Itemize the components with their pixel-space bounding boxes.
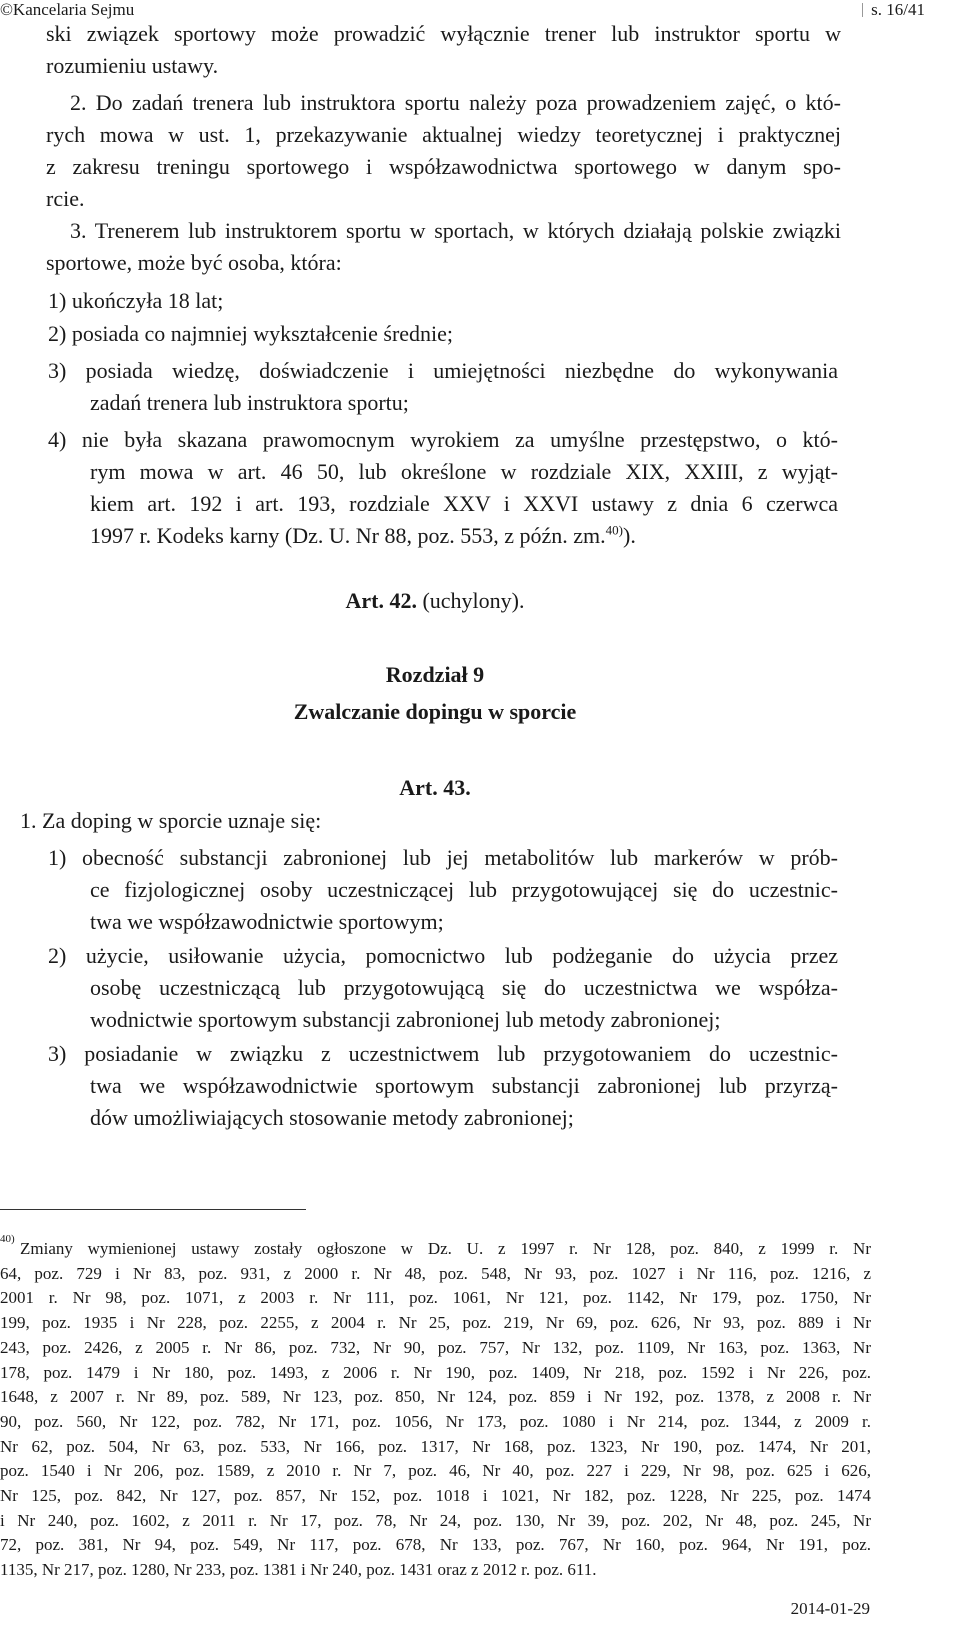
paragraph-ust-3 [46,215,841,279]
footnote-line: Zmiany wymienionej ustawy zostały ogłoszone w Dz. U. z 1997 r. Nr 128, poz. 840, z 1999 r. Nr [20,1239,871,1258]
footnote-line: 72, poz. 381, Nr 94, poz. 549, Nr 117, poz. 678, Nr 133, poz. 767, Nr 160, poz. 964, Nr 191, poz. [0,1535,871,1555]
text-line: dów umożliwiających stosowanie metody zabronionej; [90,1105,574,1130]
publication-date: 2014-01-29 [790,1599,870,1618]
list-item [48,1038,838,1134]
text-line: 3. Trenerem lub instruktorem sportu w sportach, w których działają polskie związki [70,218,841,243]
list-item [48,842,838,938]
text-line: twa we współzawodnictwie sportowym substancji zabronionej lub przyrzą- [90,1073,838,1098]
text-line: 2) posiada co najmniej wykształcenie średnie; [48,321,454,346]
chapter-number: Rozdział 9 [385,662,485,687]
text-line: z zakresu treningu sportowego i współzawodnictwa sportowego w danym spo- [46,154,841,179]
text-line-body: 1997 r. Kodeks karny (Dz. U. Nr 88, poz. 553, z późn. zm. [90,523,606,548]
footnote-reference[interactable]: 40) [605,522,624,538]
footnote-mark: 40) [0,1233,15,1245]
footnote-line: 178, poz. 1479 i Nr 180, poz. 1493, z 2006 r. Nr 190, poz. 1409, Nr 218, poz. 1592 i Nr 226, poz. [0,1362,871,1382]
text-line: ski związek sportowy może prowadzić wyłącznie trener lub instruktor sportu w [46,21,841,46]
footnote-line: 2001 r. Nr 98, poz. 1071, z 2003 r. Nr 111, poz. 1061, Nr 121, poz. 1142, Nr 179, poz. 1750, Nr [0,1288,871,1308]
article-43-label: Art. 43. [399,775,471,800]
footnote-text [0,1237,871,1583]
footnote-line: 90, poz. 560, Nr 122, poz. 782, Nr 171, poz. 1056, Nr 173, poz. 1080 i Nr 214, poz. 1344, z 2009 r. [0,1411,871,1431]
text-line: 1. Za doping w sporcie uznaje się: [20,808,322,833]
text-line: rym mowa w art. 46 50, lub określone w rozdziale XIX, XXIII, z wyjąt- [90,459,838,484]
article-label: Art. 42. [345,588,417,613]
text-line: 2. Do zadań trenera lub instruktora sportu należy poza prowadzeniem zajęć, o któ- [70,90,841,115]
list-item [48,940,838,1036]
footnote-line: 1135, Nr 217, poz. 1280, Nr 233, poz. 1381 i Nr 240, poz. 1431 oraz z 2012 r. poz. 611. [0,1560,597,1580]
text-line: rych mowa w ust. 1, przekazywanie aktualnej wiedzy teoretycznej i praktycznej [46,122,841,147]
text-line: 4) nie była skazana prawomocnym wyrokiem za umyślne przestępstwo, o któ- [48,427,838,452]
footnote-line: 243, poz. 2426, z 2005 r. Nr 86, poz. 732, Nr 90, poz. 757, Nr 132, poz. 1109, Nr 163, poz. 1363, Nr [0,1337,871,1357]
footnote-line: Nr 125, poz. 842, Nr 127, poz. 857, Nr 152, poz. 1018 i 1021, Nr 182, poz. 1228, Nr 225, poz. 1474 [0,1486,871,1506]
paragraph-continuation [46,18,841,82]
text-line: sportowe, może być osoba, która: [46,250,342,275]
list-item [48,285,838,317]
paragraph-ust-2 [46,87,841,215]
footnote-line: 64, poz. 729 i Nr 83, poz. 931, z 2000 r. Nr 48, poz. 548, Nr 93, poz. 1027 i Nr 116, poz. 1216, z [0,1263,871,1283]
text-line: 2) użycie, usiłowanie użycia, pomocnictwo lub podżeganie do użycia przez [48,943,838,968]
text-line: 3) posiada wiedzę, doświadczenie i umiejętności niezbędne do wykonywania [48,358,838,383]
text-line: kiem art. 192 i art. 193, rozdziale XXV i XXVI ustawy z dnia 6 czerwca [90,491,838,516]
footnote-line: 1648, z 2007 r. Nr 89, poz. 589, Nr 123, poz. 850, Nr 124, poz. 859 i Nr 192, poz. 1378, z 2008 r. Nr [0,1387,871,1407]
footnote-line: Nr 62, poz. 504, Nr 63, poz. 533, Nr 166, poz. 1317, Nr 168, poz. 1323, Nr 190, poz. 1474, Nr 201, [0,1436,871,1456]
page-header-source: ©Kancelaria Sejmu [0,0,135,19]
text-line: 1) obecność substancji zabronionej lub jej metabolitów lub markerów w prób- [48,845,838,870]
article-text: (uchylony). [416,588,525,613]
list-item [48,424,838,552]
chapter-title: Zwalczanie dopingu w sporcie [293,699,577,724]
page-number [862,0,925,20]
text-line: twa we współzawodnictwie sportowym; [90,909,444,934]
footnote-line: 199, poz. 1935 i Nr 228, poz. 2255, z 2004 r. Nr 25, poz. 219, Nr 69, poz. 626, Nr 93, poz. 889 i Nr [0,1313,871,1333]
list-item [48,318,838,350]
text-line: rozumieniu ustawy. [46,53,219,78]
list-item [48,355,838,419]
paragraph-art43-ust-1 [20,805,820,837]
text-line: 3) posiadanie w związku z uczestnictwem lub przygotowaniem do uczestnic- [48,1041,838,1066]
text-line: ce fizjologicznej osoby uczestniczącej lub przygotowującej się do uczestnic- [90,877,838,902]
footnote-line: poz. 1540 i Nr 206, poz. 1589, z 2010 r. Nr 7, poz. 46, Nr 40, poz. 227 i 229, Nr 98, poz. 625 i 626, [0,1461,871,1481]
text-line-end: ). [623,523,636,548]
text-line: wodnictwie sportowym substancji zabronionej lub metody zabronionej; [90,1007,721,1032]
text-line: zadań trenera lub instruktora sportu; [90,390,409,415]
page-number-text: s. 16/41 [871,0,925,19]
footnote-separator [0,1209,306,1210]
text-line: rcie. [46,186,85,211]
text-line [48,520,838,552]
article-42 [0,586,870,616]
footnote-line: i Nr 240, poz. 1602, z 2011 r. Nr 17, poz. 78, Nr 24, poz. 130, Nr 39, poz. 202, Nr 48, poz. 245, Nr [0,1510,871,1530]
text-line: 1) ukończyła 18 lat; [48,288,224,313]
text-line: osobę uczestniczącą lub przygotowującą się do uczestnictwa we współza- [90,975,838,1000]
